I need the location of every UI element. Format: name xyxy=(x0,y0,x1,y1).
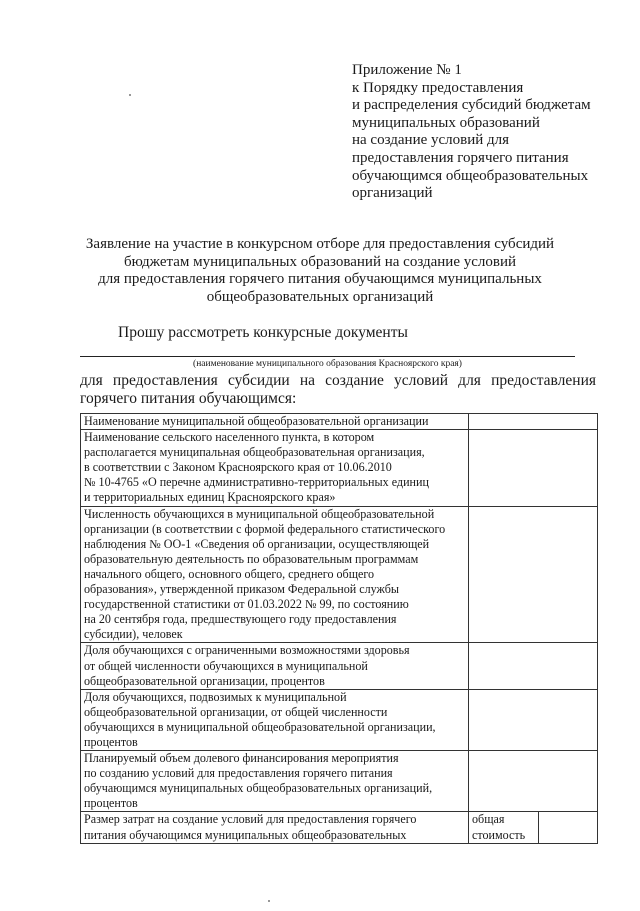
appendix-header xyxy=(352,62,622,203)
table-row xyxy=(81,689,598,750)
total-cost-field[interactable] xyxy=(539,812,598,843)
application-table-body xyxy=(81,414,598,844)
row-label-cell xyxy=(81,751,469,812)
appendix-line: обучающимся общеобразовательных xyxy=(352,167,589,184)
row-label-line: Размер затрат на создание условий для предоставления горячего xyxy=(84,812,417,827)
municipality-blank-caption: (наименование муниципального образования Красноярского края) xyxy=(193,359,462,369)
row-label-line: на 20 сентября года, предшествующего году предоставления xyxy=(84,612,397,627)
appendix-line: на создание условий для xyxy=(352,132,510,149)
row-label-line: № 10-4765 «О перечне административно-территориальных единиц xyxy=(84,475,429,490)
title-line: Заявление на участие в конкурсном отборе для предоставления субсидий xyxy=(85,236,555,252)
row-value-field[interactable] xyxy=(469,430,598,506)
cost-sublabel-line: общая xyxy=(472,812,505,827)
row-label-line: Планируемый объем долевого финансирования мероприятия xyxy=(84,751,399,766)
application-table xyxy=(80,413,598,844)
row-value-field[interactable] xyxy=(469,751,598,812)
row-label-line: Наименование муниципальной общеобразовательной организации xyxy=(84,414,429,428)
title-line: общеобразовательных организаций xyxy=(206,288,434,305)
cost-sublabel-line: стоимость xyxy=(472,827,526,842)
row-label-line: располагается муниципальная общеобразовательная организация, xyxy=(84,445,425,460)
row-label-line: государственной статистики от 01.03.2022 № 99, по состоянию xyxy=(84,597,409,612)
table-row xyxy=(81,506,598,643)
purpose-line: для предоставления субсидии на создание условий для предоставления xyxy=(80,372,596,389)
row-label-line: начального общего, основного общего, среднего общего xyxy=(84,566,375,581)
row-label-line: общеобразовательной организации, от общей численности xyxy=(84,704,388,719)
row-label-line: Наименование сельского населенного пункта, в котором xyxy=(84,430,375,445)
purpose-line: горячего питания обучающимся: xyxy=(80,390,297,407)
purpose-text xyxy=(80,372,596,408)
row-label-line: Численность обучающихся в муниципальной общеобразовательной xyxy=(84,506,435,521)
scan-speck xyxy=(268,900,270,902)
row-label-line: общеобразовательной организации, процентов xyxy=(84,673,325,688)
row-label-line: процентов xyxy=(84,796,138,811)
row-label-line: наблюдения № ОО-1 «Сведения об организации, осуществляющей xyxy=(84,536,430,551)
appendix-line: и распределения субсидий бюджетам xyxy=(352,97,591,114)
row-label-line: образования», утвержденной приказом Федеральной службы xyxy=(84,582,400,597)
table-row xyxy=(81,643,598,689)
title-line: бюджетам муниципальных образований на создание условий xyxy=(123,253,517,270)
appendix-line: организаций xyxy=(352,185,433,202)
title-line: для предоставления горячего питания обучающимся муниципальных xyxy=(98,271,542,287)
row-label-cell xyxy=(81,643,469,689)
appendix-line: муниципальных образований xyxy=(352,114,540,131)
table-row xyxy=(81,812,598,843)
request-text: Прошу рассмотреть конкурсные документы xyxy=(118,324,408,341)
row-label-line: питания обучающимся муниципальных общеобразовательных xyxy=(84,827,407,842)
row-label-line: образовательную деятельность по образовательным программам xyxy=(84,551,419,566)
row-label-cell xyxy=(81,430,469,506)
row-label-cell xyxy=(81,414,469,430)
row-label-line: субсидии), человек xyxy=(84,627,183,642)
scan-speck xyxy=(129,94,131,96)
row-label-line: Доля обучающихся с ограниченными возможностями здоровья xyxy=(84,643,410,658)
row-label-line: от общей численности обучающихся в муниципальной xyxy=(84,658,368,673)
row-label-line: организации (в соответствии с формой федерального статистического xyxy=(84,521,446,536)
row-label-line: обучающихся в муниципальной общеобразовательной организации, xyxy=(84,719,436,734)
row-label-line: процентов xyxy=(84,734,138,749)
municipality-blank-line xyxy=(80,356,575,357)
row-label-line: Доля обучающихся, подвозимых к муниципальной xyxy=(84,689,347,704)
row-label-line: и территориальных единиц Красноярского края» xyxy=(84,490,336,505)
appendix-line: к Порядку предоставления xyxy=(352,79,524,96)
table-row xyxy=(81,414,598,430)
row-label-cell xyxy=(81,689,469,750)
row-label-line: по созданию условий для предоставления горячего питания xyxy=(84,766,393,781)
row-label-line: обучающимся муниципальных общеобразовательных организаций, xyxy=(84,781,433,796)
document-title xyxy=(80,236,560,306)
table-row xyxy=(81,751,598,812)
row-label-line: в соответствии с Законом Красноярского края от 10.06.2010 xyxy=(84,460,392,475)
row-label-cell xyxy=(81,812,469,843)
cost-sublabel-cell xyxy=(469,812,539,843)
row-value-field[interactable] xyxy=(469,689,598,750)
appendix-line: предоставления горячего питания xyxy=(352,149,569,166)
row-label-cell xyxy=(81,506,469,643)
appendix-line: Приложение № 1 xyxy=(352,62,462,78)
row-value-field[interactable] xyxy=(469,506,598,643)
row-value-field[interactable] xyxy=(469,414,598,430)
row-value-field[interactable] xyxy=(469,643,598,689)
table-row xyxy=(81,430,598,506)
